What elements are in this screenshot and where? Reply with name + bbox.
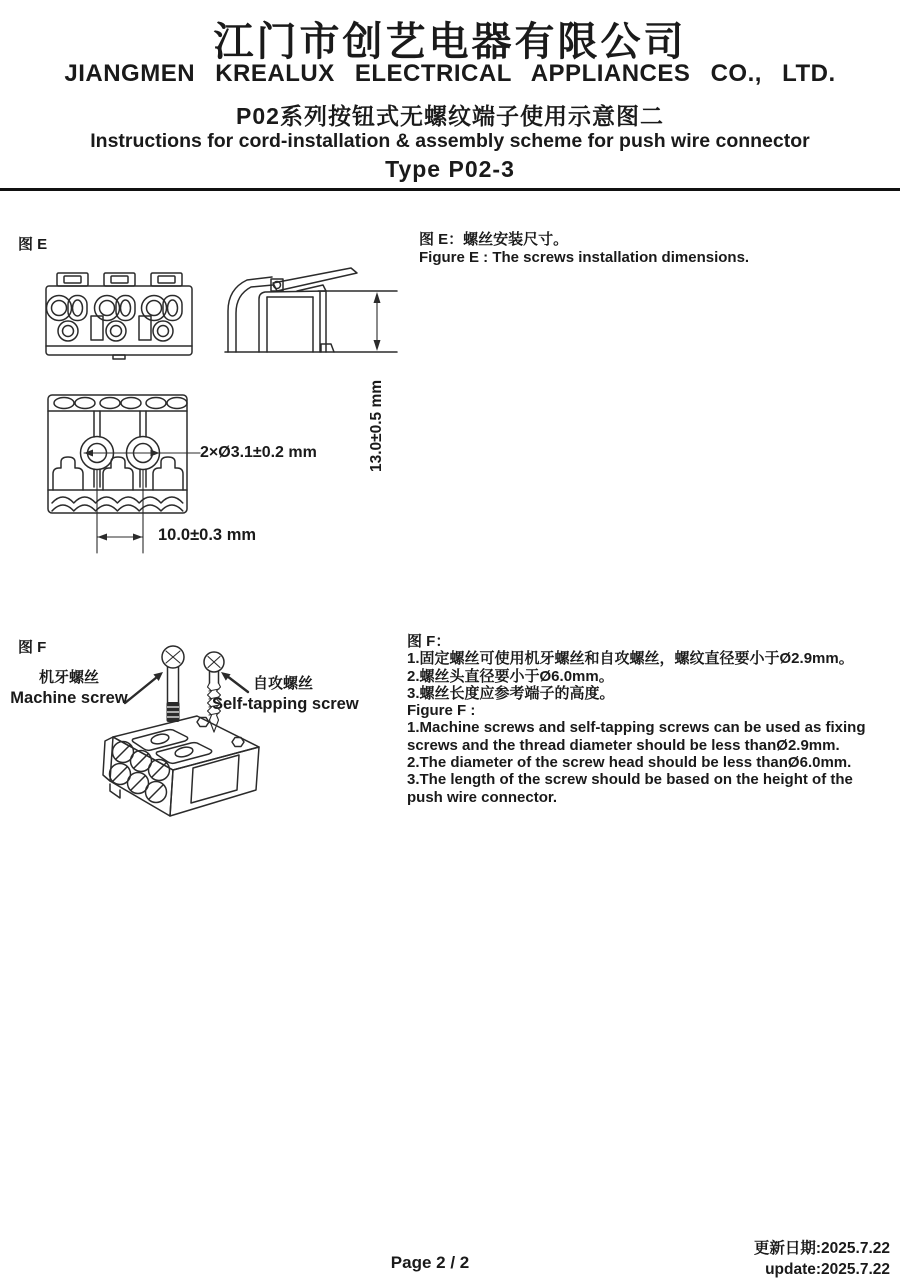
dim-hole-spacing-text: 10.0±0.3 mm (158, 526, 257, 544)
update-date (754, 1239, 890, 1280)
machine-screw-label-en: Machine screw (10, 689, 128, 707)
note-line: 1.Machine screws and self-tapping screws can be used as fixing (407, 719, 866, 737)
machine-screw-label-cn: 机牙螺丝 (38, 669, 99, 686)
note-line: screws and the thread diameter should be less thanØ2.9mm. (407, 736, 840, 754)
self-tapping-screw-label-en: Self-tapping screw (212, 695, 359, 713)
note-line: 2.The diameter of the screw head should be less thanØ6.0mm. (407, 754, 852, 772)
note-line: 1.固定螺丝可使用机牙螺丝和自攻螺丝，螺纹直径要小于Ø2.9mm。 (407, 650, 854, 668)
note-line: 3.The length of the screw should be based on the height of the (407, 771, 853, 789)
note-line: 2.螺丝头直径要小于Ø6.0mm。 (407, 667, 614, 685)
connector-isometric-drawing (103, 716, 259, 816)
dim-height-text: 13.0±0.5 mm (368, 379, 385, 473)
update-date-en: update:2025.7.22 (765, 1260, 890, 1278)
note-line: 3.螺丝长度应参考端子的高度。 (407, 684, 615, 702)
header-divider (0, 188, 900, 191)
self-tapping-screw-label-cn: 自攻螺丝 (252, 675, 313, 692)
dim-hole-diameter-text: 2×Ø3.1±0.2 mm (200, 444, 317, 461)
connector-front-view-drawing (45, 272, 193, 365)
figure-e-caption (419, 231, 749, 266)
figure-e-caption-en: Figure E : The screws installation dimensions. (419, 248, 750, 266)
update-date-cn: 更新日期:2025.7.22 (753, 1240, 890, 1257)
company-name-cn: 江门市创艺电器有限公司 (213, 20, 687, 64)
figure-e-caption-cn: 图 E：螺丝安装尺寸。 (419, 231, 569, 248)
note-line: Figure F : (407, 702, 476, 720)
figure-f-label: 图 F (18, 639, 47, 656)
figure-f-notes (407, 633, 866, 806)
doc-subtitle-en: Instructions for cord-installation & assembly scheme for push wire connector (90, 130, 810, 152)
page-number: Page 2 / 2 (390, 1253, 470, 1272)
type-label: Type P02-3 (385, 156, 515, 182)
machine-screw-drawing (162, 646, 184, 722)
screws-and-connector-drawing (75, 640, 359, 845)
note-line: push wire connector. (407, 788, 558, 806)
figure-e-label: 图 E (18, 236, 48, 253)
connector-side-view-drawing (225, 265, 400, 365)
note-line: 图 F： (407, 633, 451, 650)
doc-subtitle-cn: P02系列按钮式无螺纹端子使用示意图二 (236, 103, 664, 129)
company-name-en: JIANGMEN KREALUX ELECTRICAL APPLIANCES CO., LTD. (64, 60, 836, 87)
